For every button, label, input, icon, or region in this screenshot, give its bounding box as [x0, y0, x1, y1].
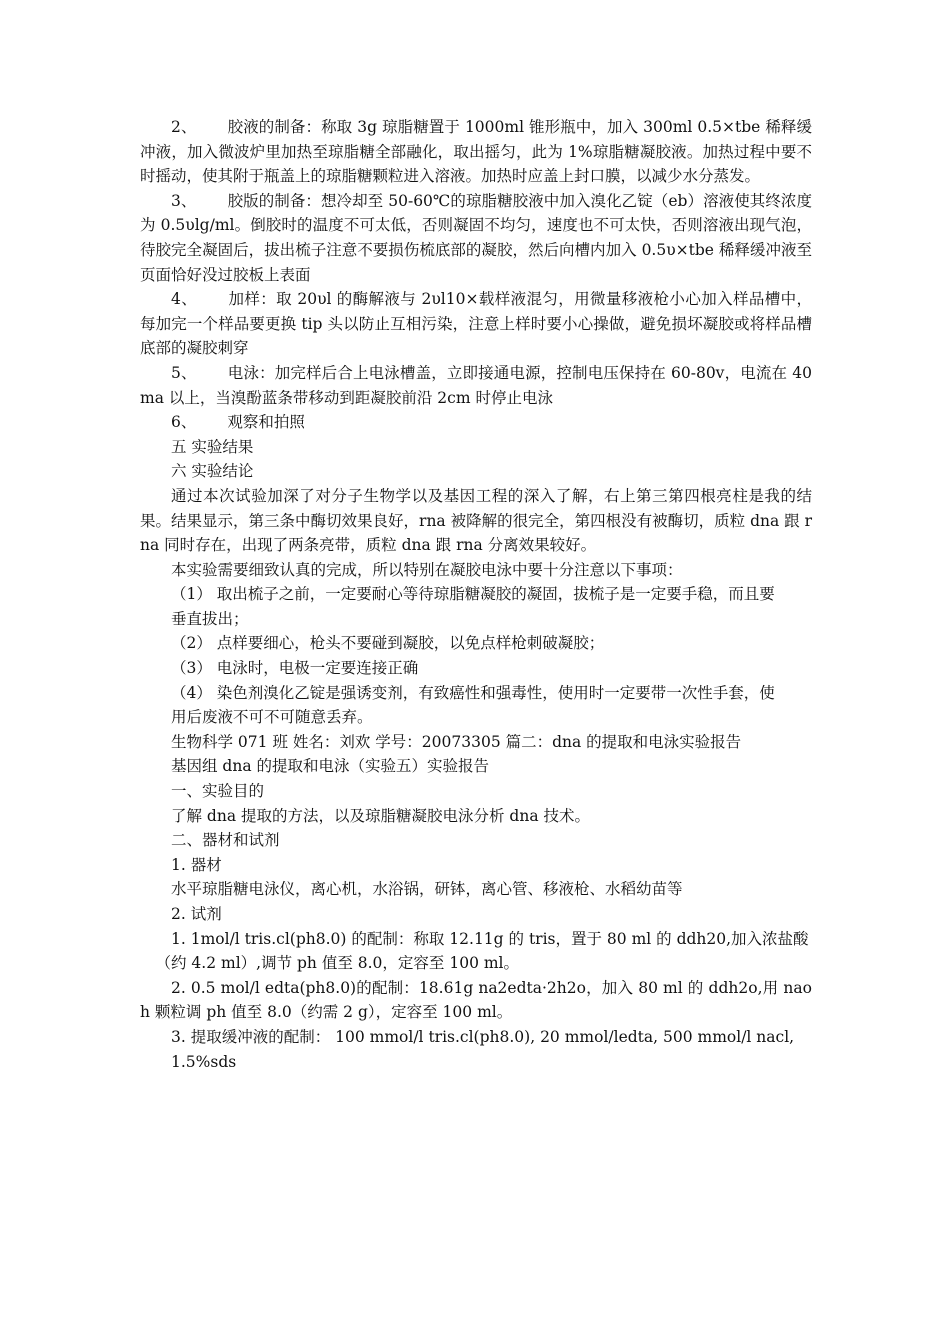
- paragraph-text: 基因组 dna 的提取和电泳（实验五）实验报告: [171, 757, 490, 776]
- paragraph: [140, 853, 812, 878]
- paragraph-text: （1） 取出梳子之前，一定要耐心等待琼脂糖凝胶的凝固，拔梳子是一定要手稳，而且要: [171, 585, 775, 604]
- paragraph: [140, 902, 812, 927]
- paragraph-text: 了解 dna 提取的方法，以及琼脂糖凝胶电泳分析 dna 技术。: [171, 806, 591, 825]
- paragraph-text: （2） 点样要细心，枪头不要碰到凝胶，以免点样枪刺破凝胶；: [171, 634, 605, 653]
- paragraph-text: 1. 器材: [171, 855, 222, 874]
- paragraph: [140, 656, 812, 681]
- paragraph-text: （4） 染色剂溴化乙锭是强诱变剂，有致癌性和强毒性，使用时一定要带一次性手套，使: [171, 683, 775, 702]
- paragraph-text: 五 实验结果: [171, 437, 254, 456]
- paragraph: [140, 976, 812, 1025]
- paragraph: [140, 435, 812, 460]
- paragraph: [140, 828, 812, 853]
- paragraph: [140, 1050, 812, 1075]
- paragraph-text: 垂直拔出；: [171, 609, 249, 628]
- paragraph: [140, 951, 812, 976]
- paragraph: [140, 754, 812, 779]
- paragraph-text: （3） 电泳时，电极一定要连接正确: [171, 659, 419, 678]
- paragraph: [140, 1025, 812, 1050]
- paragraph: [140, 484, 812, 558]
- paragraph-text: 1.5%sds: [171, 1052, 237, 1071]
- paragraph: [140, 927, 812, 952]
- paragraph-text: 一、实验目的: [171, 782, 265, 801]
- paragraph-number: 6、: [171, 413, 197, 432]
- paragraph: [140, 410, 812, 435]
- paragraph: [140, 189, 812, 287]
- paragraph-text: 1. 1mol/l tris.cl(ph8.0) 的配制：称取 12.11g 的 tris，置于 80 ml 的 ddh20,加入浓盐酸: [171, 929, 809, 948]
- paragraph-text: 加样：取 20υl 的酶解液与 2υl10×载样液混匀，用微量移液枪小心加入样品槽中，每加完一个样品要更换 tip 头以防止互相污染，注意上样时要小心操做，避免损坏凝胶或将样品槽底部的凝胶刺穿: [140, 290, 812, 358]
- paragraph: [140, 287, 812, 361]
- paragraph-text: 生物科学 071 班 姓名：刘欢 学号：20073305 篇二：dna 的提取和电泳实验报告: [171, 732, 742, 751]
- paragraph-text: 2. 0.5 mol/l edta(ph8.0)的配制：18.61g na2edta·2h2o，加入 80 ml 的 ddh2o,用 naoh 颗粒调 ph 值至 8.0（约需 2 g），定容至 100 ml。: [140, 978, 812, 1022]
- paragraph-text: 观察和拍照: [227, 413, 305, 432]
- paragraph: [140, 681, 812, 706]
- paragraph: [140, 804, 812, 829]
- paragraph-number: 5、: [171, 363, 197, 382]
- paragraph-number: 3、: [171, 191, 197, 210]
- paragraph-text: 胶版的制备：想冷却至 50-60℃的琼脂糖胶液中加入溴化乙锭（eb）溶液使其终浓度为 0.5υlg/ml。倒胶时的温度不可太低，否则凝固不均匀，速度也不可太快，否则溶液出现气泡，待胶完全凝固后，拔出梳子注意不要损伤梳底部的凝胶，然后向槽内加入 0.5υ×tbe 稀释缓冲液至页面恰好没过胶板上表面: [140, 191, 812, 284]
- paragraph-text: 电泳：加完样后合上电泳槽盖，立即接通电源，控制电压保持在 60-80v，电流在 40ma 以上，当溴酚蓝条带移动到距凝胶前沿 2cm 时停止电泳: [140, 363, 812, 407]
- paragraph: [140, 705, 812, 730]
- paragraph: [140, 115, 812, 189]
- paragraph: [140, 779, 812, 804]
- paragraph: [140, 730, 812, 755]
- paragraph-text: 六 实验结论: [171, 462, 254, 481]
- paragraph: [140, 582, 812, 607]
- paragraph-number: 4、: [171, 290, 198, 309]
- paragraph-text: 3. 提取缓冲液的配制： 100 mmol/l tris.cl(ph8.0), 20 mmol/ledta, 500 mmol/l nacl,: [171, 1027, 795, 1046]
- paragraph: [140, 459, 812, 484]
- paragraph: [140, 558, 812, 583]
- paragraph: [140, 361, 812, 410]
- paragraph-text: 本实验需要细致认真的完成，所以特别在凝胶电泳中要十分注意以下事项：: [171, 560, 683, 579]
- paragraph-text: 二、器材和试剂: [171, 831, 280, 850]
- paragraph-text: 用后废液不可不可随意丢弃。: [171, 708, 373, 727]
- paragraph: [140, 631, 812, 656]
- document-body: [140, 115, 812, 1074]
- paragraph-text: （约 4.2 ml）,调节 ph 值至 8.0，定容至 100 ml。: [155, 954, 520, 973]
- paragraph-number: 2、: [171, 118, 197, 136]
- paragraph-text: 2. 试剂: [171, 905, 222, 923]
- paragraph-text: 水平琼脂糖电泳仪，离心机，水浴锅，研钵，离心管、移液枪、水稻幼苗等: [171, 880, 683, 899]
- paragraph: [140, 877, 812, 902]
- paragraph: [140, 607, 812, 632]
- paragraph-text: 胶液的制备：称取 3g 琼脂糖置于 1000ml 锥形瓶中，加入 300ml 0.5×tbe 稀释缓冲液，加入微波炉里加热至琼脂糖全部融化，取出摇匀，此为 1%琼脂糖凝胶液。加热过程中要不时摇动，使其附于瓶盖上的琼脂糖颗粒进入溶液。加热时应盖上封口膜，以减少水分蒸发。: [140, 118, 812, 186]
- paragraph-text: 通过本次试验加深了对分子生物学以及基因工程的深入了解，右上第三第四根亮柱是我的结果。结果显示，第三条中酶切效果良好，rna 被降解的很完全，第四根没有被酶切，质粒 dna 跟 rna 同时存在，出现了两条亮带，质粒 dna 跟 rna 分离效果较好。: [140, 486, 812, 555]
